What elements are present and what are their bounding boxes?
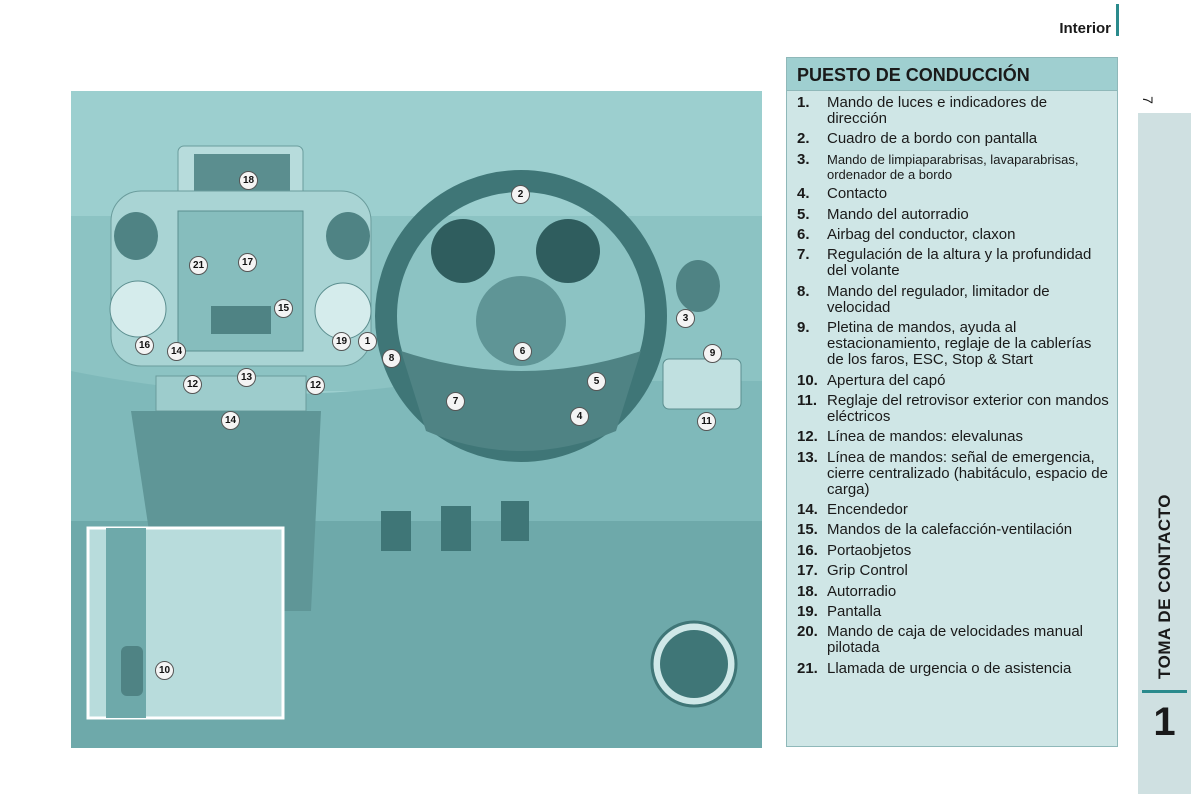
page-number: 7 [1140, 96, 1156, 104]
panel-heading: PUESTO DE CONDUCCIÓN [787, 58, 1117, 91]
callout-1: 1 [358, 332, 377, 351]
callout-6: 6 [513, 342, 532, 361]
list-item: 20. Mando de caja de velocidades manual pilotada [797, 623, 1084, 657]
list-item: 16. Portaobjetos [797, 541, 912, 559]
list-item: 2. Cuadro de a bordo con pantalla [797, 130, 1038, 148]
list-item: 17. Grip Control [797, 562, 908, 580]
callout-2: 2 [511, 185, 530, 204]
callout-19: 18 [239, 171, 258, 190]
callout-8: 8 [382, 349, 401, 368]
callout-13: 13 [237, 368, 256, 387]
callout-4: 4 [570, 407, 589, 426]
chapter-title: TOMA DE CONTACTO [1154, 494, 1174, 679]
list-item: 4. Contacto [797, 185, 888, 203]
legend-list [787, 91, 1117, 677]
list-item: 10. Apertura del capó [797, 371, 946, 389]
callout-20: 19 [332, 332, 351, 351]
list-item: 9. Pletina de mandos, ayuda al estacionamiento, reglaje de la cablerías de los faros, ESC, Stop & Start [797, 319, 1092, 369]
callout-5: 5 [587, 372, 606, 391]
list-item: 18. Autorradio [797, 582, 897, 600]
list-item: 12. Línea de mandos: elevalunas [797, 428, 1023, 446]
list-item: 8. Mando del regulador, limitador de velocidad [797, 282, 1050, 316]
list-item: 6. Airbag del conductor, claxon [797, 225, 1016, 243]
list-item: 15. Mandos de la calefacción-ventilación [797, 521, 1073, 539]
header-accent-bar [1116, 4, 1119, 36]
dashboard-illustration [71, 91, 762, 748]
callout-17: 16 [135, 336, 154, 355]
callout-15: 14 [167, 342, 186, 361]
callout-10: 10 [155, 661, 174, 680]
dashboard-drawing [71, 91, 762, 748]
list-item: 19. Pantalla [797, 603, 882, 621]
list-item: 11. Reglaje del retrovisor exterior con mandos eléctricos [797, 391, 1109, 425]
callout-3: 3 [676, 309, 695, 328]
list-item: 21. Llamada de urgencia o de asistencia [797, 659, 1072, 677]
callout-7: 7 [446, 392, 465, 411]
callout-11: 11 [697, 412, 716, 431]
callout-12-right: 12 [306, 376, 325, 395]
list-item: 14. Encendedor [797, 501, 908, 519]
callout-14: 14 [221, 411, 240, 430]
chapter-rule [1142, 690, 1187, 693]
list-item: 7. Regulación de la altura y la profundidad del volante [797, 246, 1092, 280]
callout-12-left: 12 [183, 375, 202, 394]
section-title: Interior [1059, 20, 1111, 37]
list-item: 5. Mando del autorradio [797, 205, 969, 223]
callout-9: 9 [703, 344, 722, 363]
callout-21: 21 [189, 256, 208, 275]
legend-panel [786, 57, 1118, 747]
callout-16: 15 [274, 299, 293, 318]
chapter-number: 1 [1153, 700, 1176, 744]
list-item: 13. Línea de mandos: señal de emergencia, cierre centralizado (habitáculo, espacio de carga) [797, 448, 1108, 498]
list-item: 1. Mando de luces e indicadores de dirección [797, 94, 1048, 127]
callout-18: 17 [238, 253, 257, 272]
list-item: 3. Mando de limpiaparabrisas, lavaparabrisas, ordenador de a bordo [797, 150, 1079, 182]
